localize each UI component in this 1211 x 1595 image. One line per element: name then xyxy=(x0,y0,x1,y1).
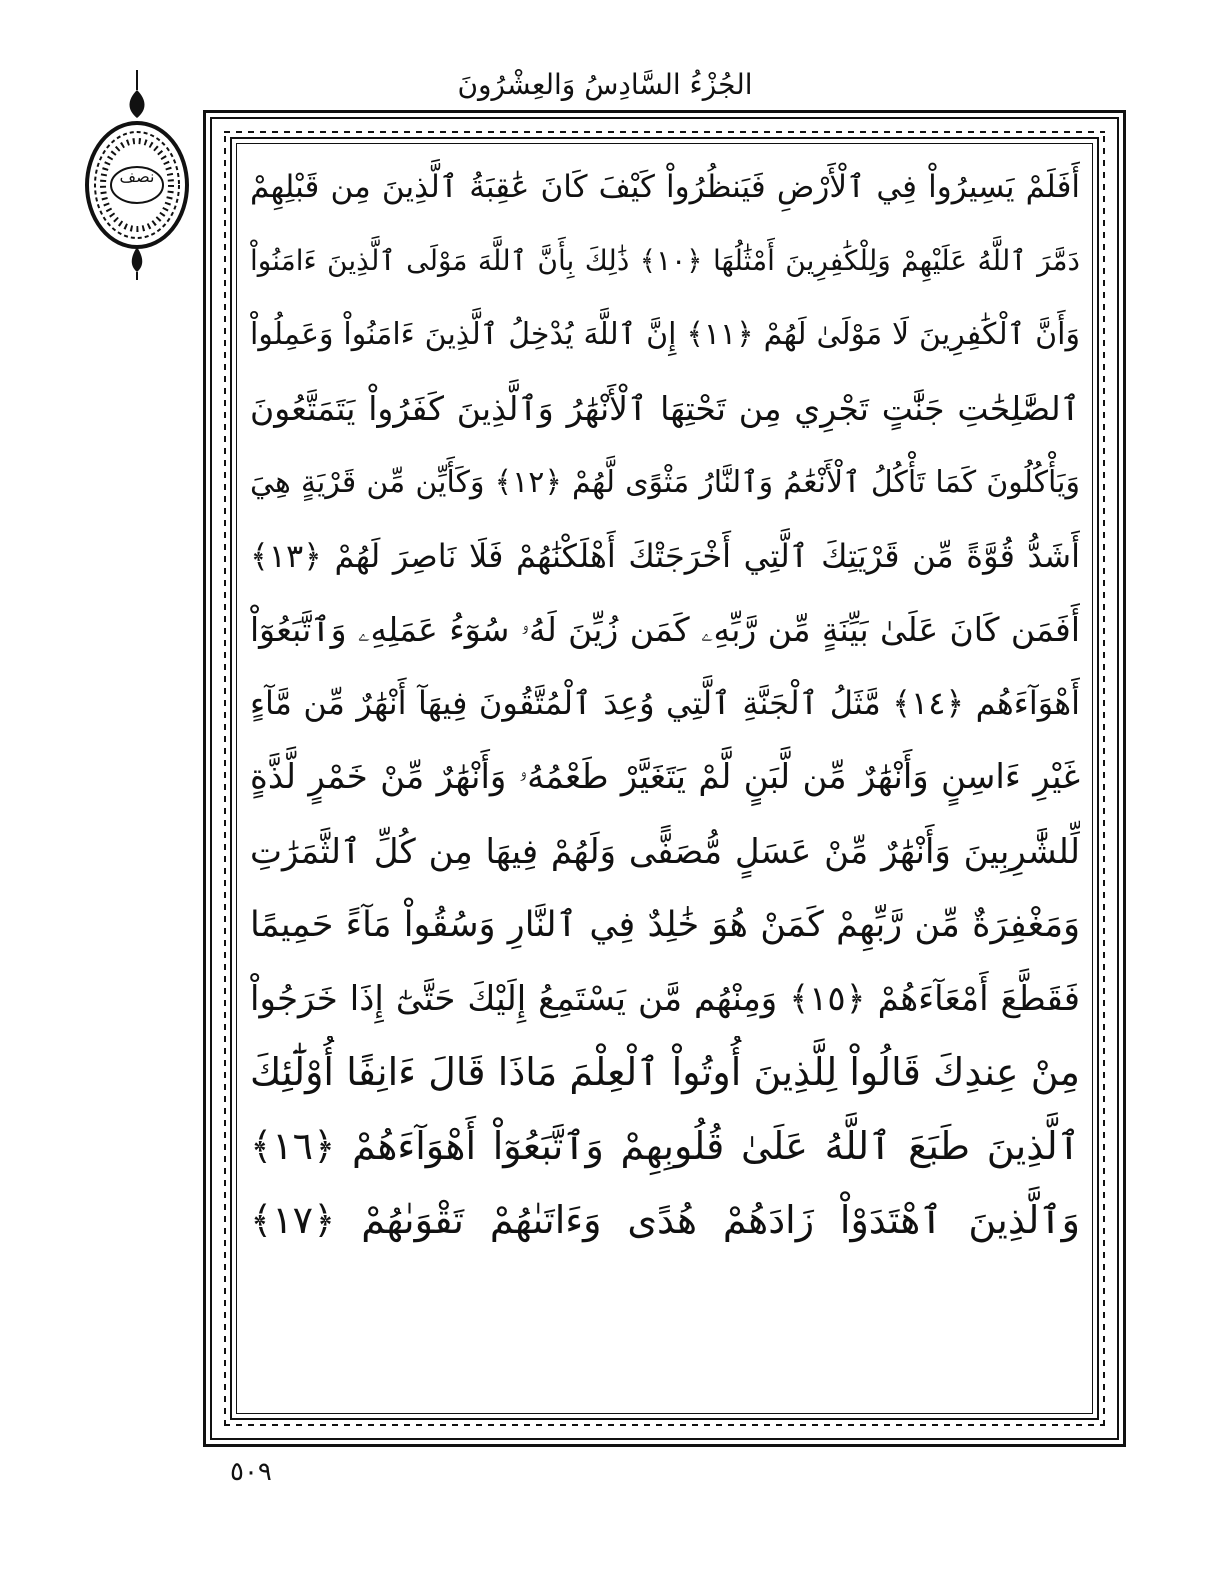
quran-text-block xyxy=(250,150,1080,1405)
text-line: فَقَطَّعَ أَمْعَآءَهُمْ ﴿١٥﴾ وَمِنْهُم مَّن يَسْتَمِعُ إِلَيْكَ حَتَّىٰٓ إِذَا خَرَجُواْ xyxy=(250,979,1080,1020)
text-line: وَيَأْكُلُونَ كَمَا تَأْكُلُ ٱلْأَنْعَٰمُ وَٱلنَّارُ مَثْوًى لَّهُمْ ﴿١٢﴾ وَكَأَيِّن مِّن قَرْيَةٍ هِيَ xyxy=(250,464,1080,500)
text-line: وَٱلَّذِينَ ٱهْتَدَوْاْ زَادَهُمْ هُدًى وَءَاتَىٰهُمْ تَقْوَىٰهُمْ ﴿١٧﴾ xyxy=(250,1198,1080,1243)
juz-header: الجُزْءُ السَّادِسُ وَالعِشْرُونَ xyxy=(457,68,753,101)
text-line: دَمَّرَ ٱللَّهُ عَلَيْهِمْ وَلِلْكَٰفِرِينَ أَمْثَٰلُهَا ﴿١٠﴾ ذَٰلِكَ بِأَنَّ ٱللَّهَ مَوْلَى ٱلَّذِينَ ءَامَنُواْ xyxy=(250,244,1080,278)
text-line: غَيْرِ ءَاسِنٍ وَأَنْهَٰرٌ مِّن لَّبَنٍ لَّمْ يَتَغَيَّرْ طَعْمُهُۥ وَأَنْهَٰرٌ مِّنْ خَمْرٍ لَّذَّةٍ xyxy=(250,757,1080,798)
text-line: أَهْوَآءَهُم ﴿١٤﴾ مَّثَلُ ٱلْجَنَّةِ ٱلَّتِي وُعِدَ ٱلْمُتَّقُونَ فِيهَآ أَنْهَٰرٌ مِّن مَّآءٍ xyxy=(250,684,1080,723)
text-line: أَشَدُّ قُوَّةً مِّن قَرْيَتِكَ ٱلَّتِي أَخْرَجَتْكَ أَهْلَكْنَٰهُمْ فَلَا نَاصِرَ لَهُمْ ﴿١٣﴾ xyxy=(250,536,1080,575)
text-line: أَفَلَمْ يَسِيرُواْ فِي ٱلْأَرْضِ فَيَنظُرُواْ كَيْفَ كَانَ عَٰقِبَةُ ٱلَّذِينَ مِن قَبْلِهِمْ xyxy=(250,168,1080,205)
hizb-label: نصف xyxy=(119,167,155,186)
text-line: وَأَنَّ ٱلْكَٰفِرِينَ لَا مَوْلَىٰ لَهُمْ ﴿١١﴾ إِنَّ ٱللَّهَ يُدْخِلُ ٱلَّذِينَ ءَامَنُواْ وَعَمِلُواْ xyxy=(250,316,1080,352)
hizb-marker xyxy=(82,70,192,280)
text-line: أَفَمَن كَانَ عَلَىٰ بَيِّنَةٍ مِّن رَّبِّهِۦ كَمَن زُيِّنَ لَهُۥ سُوٓءُ عَمَلِهِۦ وَٱتَّبَعُوٓاْ xyxy=(250,609,1080,649)
text-line: لِّلشَّٰرِبِينَ وَأَنْهَٰرٌ مِّنْ عَسَلٍ مُّصَفًّى وَلَهُمْ فِيهَا مِن كُلِّ ٱلثَّمَرَٰتِ xyxy=(250,831,1080,872)
text-line: مِنْ عِندِكَ قَالُواْ لِلَّذِينَ أُوتُواْ ٱلْعِلْمَ مَاذَا قَالَ ءَانِفًا أُوْلَٰٓئِكَ xyxy=(250,1050,1080,1095)
text-line: وَمَغْفِرَةٌ مِّن رَّبِّهِمْ كَمَنْ هُوَ خَٰلِدٌ فِي ٱلنَّارِ وَسُقُواْ مَآءً حَمِيمًا xyxy=(250,904,1080,945)
page-number: ٥٠٩ xyxy=(230,1457,272,1487)
text-line: ٱلصَّٰلِحَٰتِ جَنَّٰتٍ تَجْرِي مِن تَحْتِهَا ٱلْأَنْهَٰرُ وَٱلَّذِينَ كَفَرُواْ يَتَمَتَّعُونَ xyxy=(250,388,1080,428)
text-line: ٱلَّذِينَ طَبَعَ ٱللَّهُ عَلَىٰ قُلُوبِهِمْ وَٱتَّبَعُوٓاْ أَهْوَآءَهُمْ ﴿١٦﴾ xyxy=(250,1124,1080,1169)
